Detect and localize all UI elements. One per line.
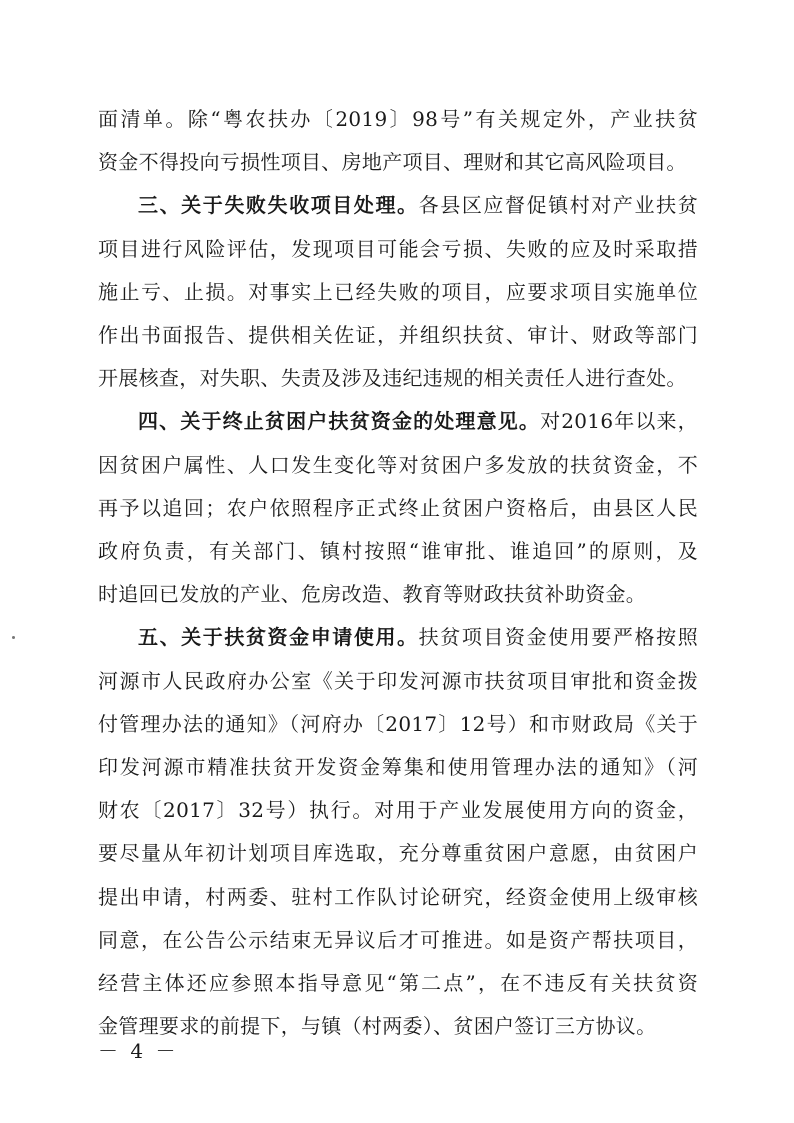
body-text-line: 同意，在公告公示结束无异议后才可推进。如是资产帮扶项目， (98, 927, 698, 952)
body-text: 对2016年以来， (540, 409, 698, 434)
body-text-line: 政府负责，有关部门、镇村按照“谁审批、谁追回”的原则，及 (98, 539, 698, 563)
section-four-heading: 四、关于终止贫困户扶贫资金的处理意见。 (138, 409, 541, 434)
section-three-line (138, 184, 698, 227)
section-three-heading: 三、关于失败失收项目处理。 (138, 193, 419, 218)
body-text: 各县区应督促镇村对产业扶贫 (418, 193, 698, 218)
body-text-line: 金管理要求的前提下，与镇（村两委）、贫困户签订三方协议。 (98, 1014, 657, 1039)
body-text-line: 付管理办法的通知》（河府办〔2017〕12号）和市财政局《关于 (98, 711, 698, 736)
body-text-line: 财农〔2017〕32号）执行。对用于产业发展使用方向的资金， (98, 798, 698, 823)
body-text-line: 开展核查，对失职、失责及涉及违纪违规的相关责任人进行查处。 (98, 366, 687, 391)
body-text-line: 因贫困户属性、人口发生变化等对贫困户多发放的扶贫资金，不 (98, 452, 698, 477)
body-text-line: 经营主体还应参照本指导意见“第二点”，在不违反有关扶贫资 (98, 971, 698, 995)
body-text-line: 河源市人民政府办公室《关于印发河源市扶贫项目审批和资金拨 (98, 668, 698, 693)
section-five-heading: 五、关于扶贫资金申请使用。 (138, 625, 419, 650)
scan-margin-mark (12, 636, 15, 639)
section-four-line (138, 400, 698, 443)
page-number: － 4 － (98, 1039, 179, 1063)
body-text: 扶贫项目资金使用要严格按照 (418, 625, 698, 650)
body-text-line: 作出书面报告、提供相关佐证，并组织扶贫、审计、财政等部门 (98, 323, 698, 347)
body-text-line: 时追回已发放的产业、危房改造、教育等财政扶贫补助资金。 (98, 582, 647, 607)
body-text-line: 项目进行风险评估，发现项目可能会亏损、失败的应及时采取措 (98, 236, 698, 261)
body-text-line: 面清单。除“粤农扶办〔2019〕98号”有关规定外，产业扶贫 (98, 107, 698, 131)
body-text-line: 要尽量从年初计划项目库选取，充分尊重贫困户意愿，由贫困户 (98, 841, 698, 866)
body-text-line: 资金不得投向亏损性项目、房地产项目、理财和其它高风险项目。 (98, 150, 687, 175)
body-text-line: 施止亏、止损。对事实上已经失败的项目，应要求项目实施单位 (98, 279, 698, 304)
body-text-line: 提出申请，村两委、驻村工作队讨论研究，经资金使用上级审核 (98, 884, 698, 909)
body-text-line: 再予以追回；农户依照程序正式终止贫困户资格后，由县区人民 (98, 495, 698, 520)
section-five-line (138, 616, 698, 659)
body-text-line: 印发河源市精准扶贫开发资金筹集和使用管理办法的通知》（河 (98, 755, 698, 779)
